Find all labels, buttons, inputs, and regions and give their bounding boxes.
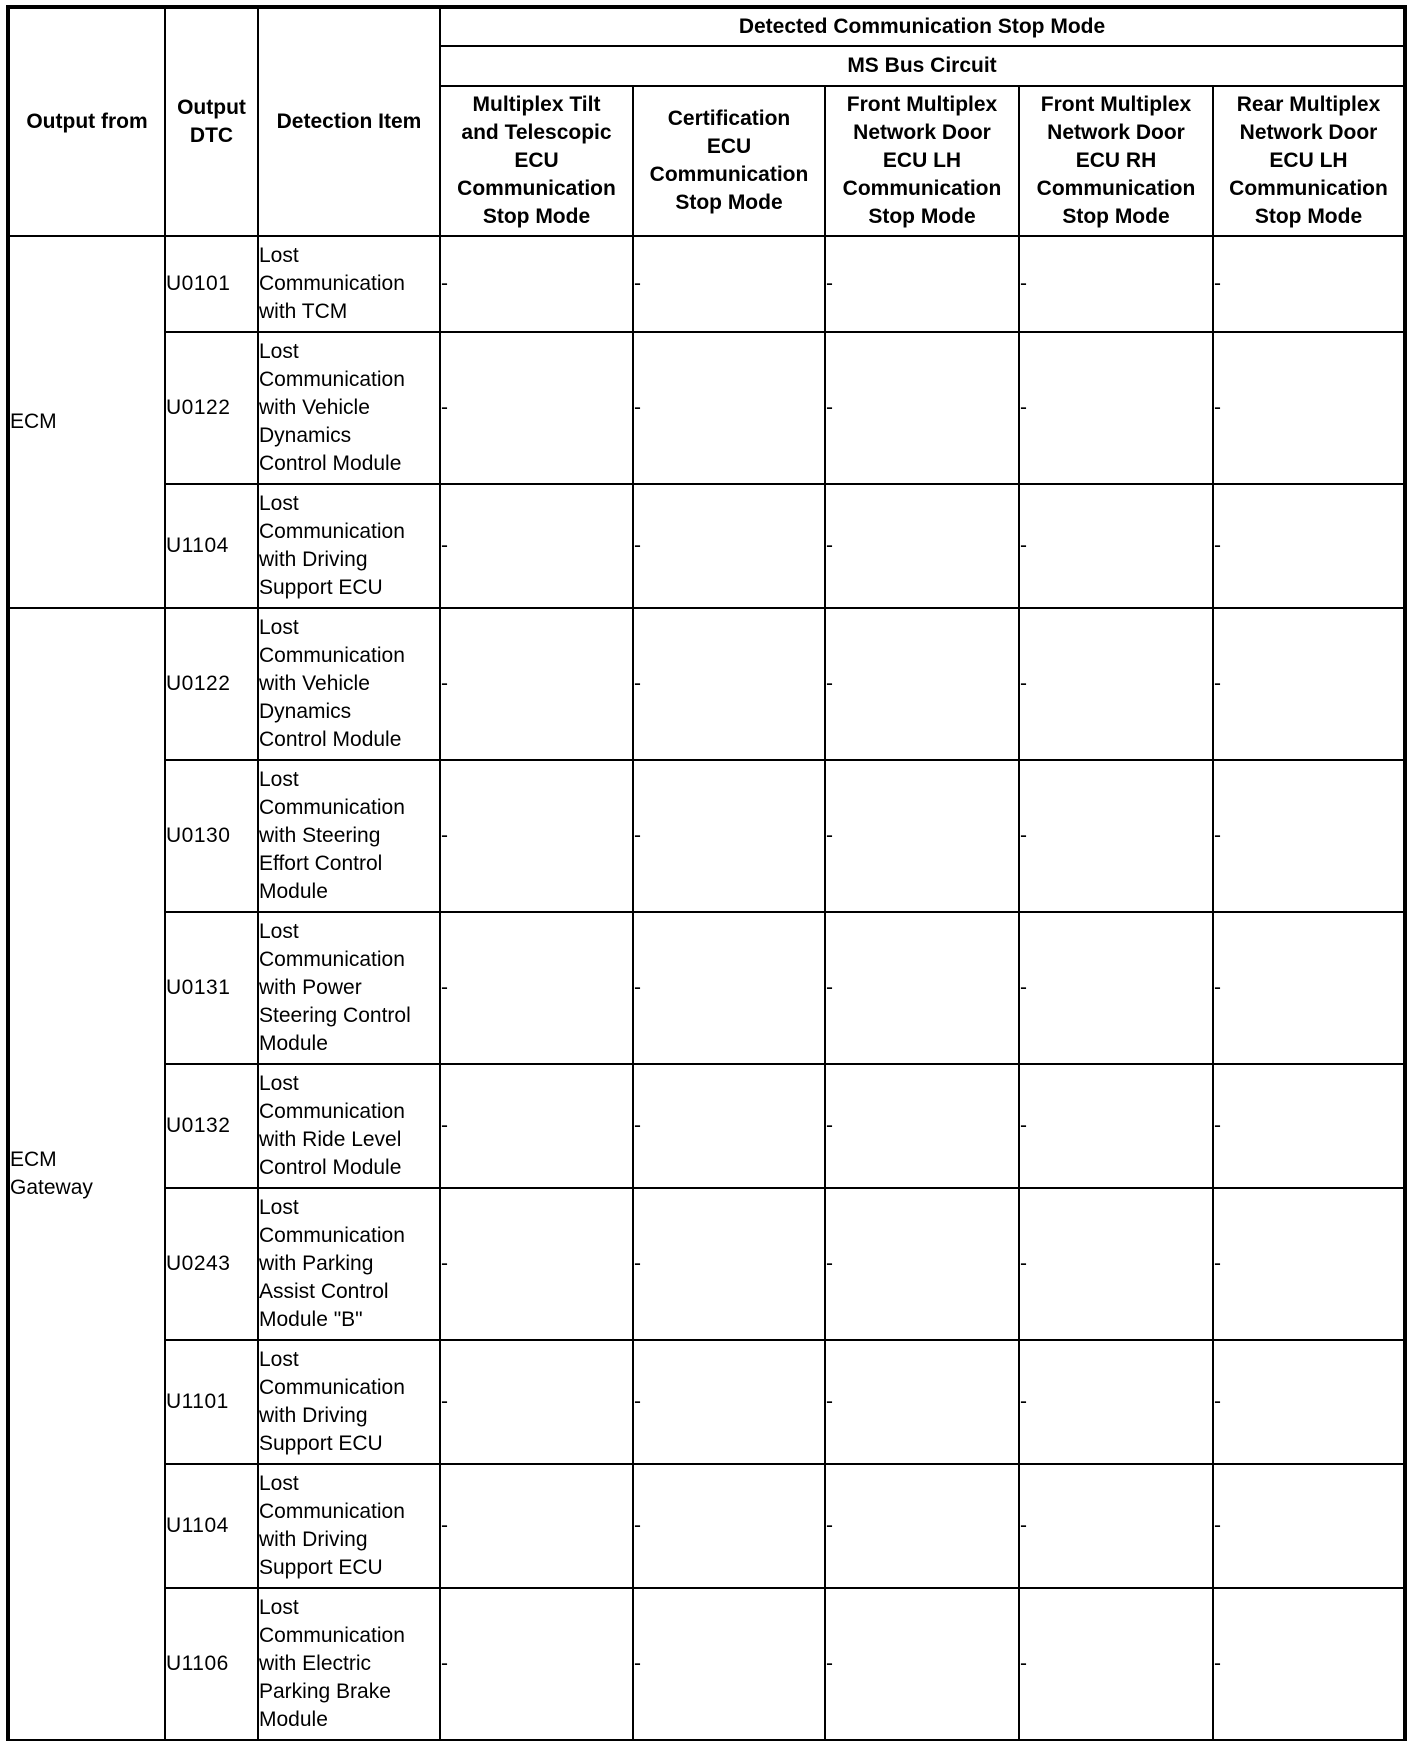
stop-mode-cell: - (633, 236, 825, 332)
dtc-table (8, 7, 1405, 1741)
header-column-1 (440, 86, 633, 236)
stop-mode-cell: - (1019, 332, 1213, 484)
stop-mode-cell: - (633, 1064, 825, 1188)
detection-item-line: Communication (259, 796, 405, 819)
detection-item-line: Effort Control (259, 852, 383, 875)
detection-item-line: Dynamics (259, 424, 352, 447)
stop-mode-cell: - (825, 608, 1019, 760)
detection-item-line: Support ECU (259, 576, 383, 599)
stop-mode-cell: - (1019, 1188, 1213, 1340)
detection-item-line: with Steering (259, 824, 381, 847)
detection-item-line: with Power (259, 976, 362, 999)
detection-item-line: with TCM (259, 300, 348, 323)
header-column-line: Certification (667, 107, 791, 130)
detection-item-line: Control Module (259, 1156, 402, 1179)
stop-mode-cell: - (1019, 1064, 1213, 1188)
stop-mode-cell: - (440, 912, 633, 1064)
detection-item-line: Communication (259, 1100, 405, 1123)
detection-item-line: Lost (259, 920, 299, 943)
stop-mode-cell: - (1019, 1340, 1213, 1464)
detection-item-line: Communication (259, 520, 405, 543)
stop-mode-cell: - (633, 332, 825, 484)
detection-item-line: Lost (259, 492, 299, 515)
header-column-line: Network Door (1239, 121, 1378, 144)
stop-mode-cell: - (825, 332, 1019, 484)
header-column-line: Network Door (853, 121, 991, 144)
output-from-cell (9, 236, 165, 608)
detection-item-line: Lost (259, 768, 299, 791)
header-column-line: Communication (457, 177, 616, 200)
detection-item-line: Communication (259, 644, 405, 667)
table-row (9, 1188, 1404, 1340)
detection-item-cell (258, 1340, 440, 1464)
detection-item-line: Parking Brake (259, 1680, 391, 1703)
header-column-line: Network Door (1047, 121, 1185, 144)
header-column-line: Communication (1036, 177, 1196, 200)
header-column-5 (1213, 86, 1404, 236)
output-from-line: ECM (10, 410, 57, 433)
detection-item-cell (258, 760, 440, 912)
detection-item-line: Support ECU (259, 1432, 383, 1455)
table-row (9, 1340, 1404, 1464)
stop-mode-cell: - (1213, 1064, 1404, 1188)
header-column-line: Front Multiplex (1040, 93, 1192, 116)
header-column-line: ECU (706, 135, 752, 158)
table-row (9, 608, 1404, 760)
detection-item-line: Module (259, 1032, 328, 1055)
detection-item-line: Dynamics (259, 700, 352, 723)
header-output-dtc-line: Output (177, 96, 246, 119)
header-output-from: Output from (9, 8, 165, 236)
stop-mode-cell: - (1213, 236, 1404, 332)
header-column-line: Front Multiplex (846, 93, 998, 116)
header-output-dtc-line: DTC (189, 124, 234, 147)
detection-item-cell (258, 236, 440, 332)
output-dtc-cell: U1106 (165, 1588, 258, 1740)
output-from-cell (9, 608, 165, 1740)
detection-item-line: Lost (259, 1196, 299, 1219)
table-row (9, 1064, 1404, 1188)
detection-item-line: Lost (259, 1072, 299, 1095)
header-column-line: Stop Mode (675, 191, 783, 214)
header-column-3 (825, 86, 1019, 236)
detection-item-cell (258, 912, 440, 1064)
detection-item-line: Control Module (259, 452, 402, 475)
header-column-line: Stop Mode (1254, 205, 1363, 228)
output-from-line: ECM (10, 1148, 57, 1171)
stop-mode-cell: - (825, 1064, 1019, 1188)
output-dtc-cell: U0130 (165, 760, 258, 912)
stop-mode-cell: - (440, 608, 633, 760)
header-column-line: Communication (842, 177, 1002, 200)
detection-item-line: Module "B" (259, 1308, 363, 1331)
stop-mode-cell: - (440, 484, 633, 608)
header-column-2 (633, 86, 825, 236)
stop-mode-cell: - (1213, 608, 1404, 760)
output-dtc-cell: U0122 (165, 608, 258, 760)
table-row (9, 912, 1404, 1064)
stop-mode-cell: - (1213, 760, 1404, 912)
stop-mode-cell: - (440, 1064, 633, 1188)
detection-item-cell (258, 332, 440, 484)
table-row (9, 1464, 1404, 1588)
stop-mode-cell: - (1213, 1188, 1404, 1340)
stop-mode-cell: - (1213, 484, 1404, 608)
detection-item-line: Assist Control (259, 1280, 389, 1303)
stop-mode-cell: - (440, 760, 633, 912)
stop-mode-cell: - (1213, 1588, 1404, 1740)
header-column-line: ECU LH (882, 149, 962, 172)
detection-item-line: with Vehicle (259, 396, 370, 419)
stop-mode-cell: - (440, 1188, 633, 1340)
stop-mode-cell: - (1213, 1340, 1404, 1464)
stop-mode-cell: - (1213, 1464, 1404, 1588)
detection-item-cell (258, 1464, 440, 1588)
output-dtc-cell: U0131 (165, 912, 258, 1064)
detection-item-cell (258, 1064, 440, 1188)
stop-mode-cell: - (825, 236, 1019, 332)
header-column-line: Stop Mode (868, 205, 976, 228)
detection-item-cell (258, 1588, 440, 1740)
header-column-line: Rear Multiplex (1236, 93, 1381, 116)
header-column-line: Communication (649, 163, 809, 186)
stop-mode-cell: - (633, 1464, 825, 1588)
header-column-line: Stop Mode (482, 205, 591, 228)
detection-item-line: Lost (259, 244, 299, 267)
stop-mode-cell: - (825, 1588, 1019, 1740)
stop-mode-cell: - (825, 1464, 1019, 1588)
stop-mode-cell: - (1213, 332, 1404, 484)
stop-mode-cell: - (633, 484, 825, 608)
output-dtc-cell: U0132 (165, 1064, 258, 1188)
stop-mode-cell: - (633, 1188, 825, 1340)
output-dtc-cell: U0101 (165, 236, 258, 332)
detection-item-line: with Parking (259, 1252, 374, 1275)
detection-item-line: with Driving (259, 1404, 368, 1427)
stop-mode-cell: - (825, 912, 1019, 1064)
detection-item-line: Lost (259, 1472, 299, 1495)
header-detection-item: Detection Item (258, 8, 440, 236)
stop-mode-cell: - (1019, 484, 1213, 608)
header-ms-bus-circuit: MS Bus Circuit (440, 46, 1404, 86)
stop-mode-cell: - (825, 1188, 1019, 1340)
stop-mode-cell: - (440, 1340, 633, 1464)
detection-item-line: Communication (259, 272, 405, 295)
stop-mode-cell: - (1019, 760, 1213, 912)
stop-mode-cell: - (825, 760, 1019, 912)
stop-mode-cell: - (825, 1340, 1019, 1464)
detection-item-line: Module (259, 880, 328, 903)
detection-item-line: Communication (259, 1500, 405, 1523)
output-dtc-cell: U1104 (165, 484, 258, 608)
stop-mode-cell: - (440, 332, 633, 484)
stop-mode-cell: - (1019, 1464, 1213, 1588)
detection-item-line: with Ride Level (259, 1128, 402, 1151)
detection-item-cell (258, 608, 440, 760)
detection-item-line: Control Module (259, 728, 402, 751)
header-column-line: Multiplex Tilt (472, 93, 601, 116)
stop-mode-cell: - (1019, 608, 1213, 760)
output-dtc-cell: U0122 (165, 332, 258, 484)
detection-item-line: Lost (259, 1596, 299, 1619)
detection-item-line: Support ECU (259, 1556, 383, 1579)
header-column-line: Stop Mode (1062, 205, 1170, 228)
stop-mode-cell: - (1213, 912, 1404, 1064)
stop-mode-cell: - (440, 1588, 633, 1740)
detection-item-line: Lost (259, 1348, 299, 1371)
stop-mode-cell: - (633, 1340, 825, 1464)
header-column-line: Communication (1229, 177, 1388, 200)
detection-item-line: Lost (259, 340, 299, 363)
detection-item-line: with Vehicle (259, 672, 370, 695)
output-dtc-cell: U0243 (165, 1188, 258, 1340)
stop-mode-cell: - (633, 760, 825, 912)
detection-item-line: Communication (259, 368, 405, 391)
detection-item-line: Steering Control (259, 1004, 411, 1027)
detection-item-line: Communication (259, 1376, 405, 1399)
stop-mode-cell: - (825, 484, 1019, 608)
table-row (9, 760, 1404, 912)
detection-item-cell (258, 484, 440, 608)
header-column-4 (1019, 86, 1213, 236)
stop-mode-cell: - (1019, 1588, 1213, 1740)
stop-mode-cell: - (1019, 912, 1213, 1064)
header-column-line: ECU RH (1075, 149, 1157, 172)
table-row (9, 484, 1404, 608)
table-row (9, 236, 1404, 332)
detection-item-cell (258, 1188, 440, 1340)
output-dtc-cell: U1104 (165, 1464, 258, 1588)
detection-item-line: Module (259, 1708, 328, 1731)
output-dtc-cell: U1101 (165, 1340, 258, 1464)
detection-item-line: with Driving (259, 548, 368, 571)
stop-mode-cell: - (633, 1588, 825, 1740)
detection-item-line: Communication (259, 1624, 405, 1647)
detection-item-line: with Electric (259, 1652, 372, 1675)
stop-mode-cell: - (440, 1464, 633, 1588)
stop-mode-cell: - (440, 236, 633, 332)
detection-item-line: Lost (259, 616, 299, 639)
table-row (9, 1588, 1404, 1740)
stop-mode-cell: - (633, 912, 825, 1064)
header-column-line: and Telescopic (461, 121, 612, 144)
header-output-dtc (165, 8, 258, 236)
detection-item-line: Communication (259, 948, 405, 971)
detection-item-line: with Driving (259, 1528, 368, 1551)
header-detected-communication-stop-mode: Detected Communication Stop Mode (440, 8, 1404, 46)
output-from-line: Gateway (10, 1176, 93, 1199)
header-column-line: ECU LH (1269, 149, 1348, 172)
stop-mode-cell: - (633, 608, 825, 760)
header-column-line: ECU (514, 149, 559, 172)
stop-mode-cell: - (1019, 236, 1213, 332)
detection-item-line: Communication (259, 1224, 405, 1247)
table-row (9, 332, 1404, 484)
